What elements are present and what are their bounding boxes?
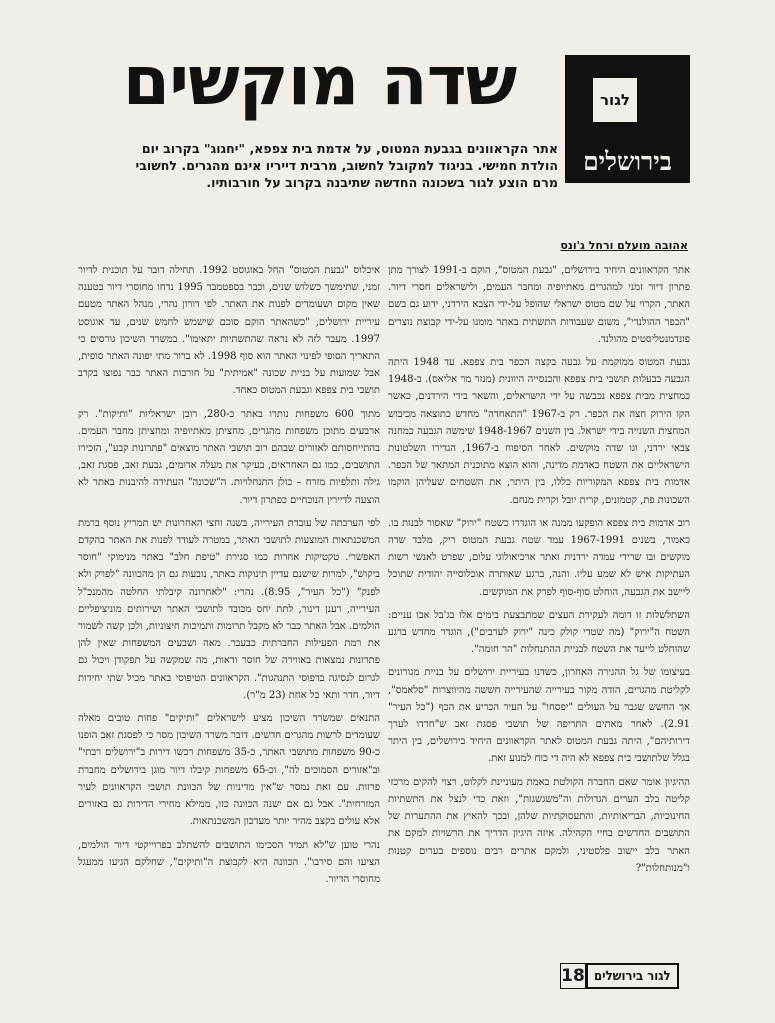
text-column-left	[78, 262, 380, 964]
paragraph: התנאים שמשרד השיכון מציע לישראלים "ותיקים" פחות טובים מאלה שעומדים לרשות מהגרים חדשים. דובר משרד השיכון מסר כי לפסגת זאב הופנו כ-90 משפחות מתושבי האתר, כ-35 משפחות רכשו דירות ב"ירושלים רבתי" וב"אזורים הסמוכים לה", וכ-65 משפחות קיבלו דיור מוגן בירושלים מחברת פרזות. עם זאת נמסר ש"אין מדיניות של הכוונת תושבי הקראוונים לעיר המזרחית". אבל גם אם ישנה הכוונה כזו, ממילא מחירי הדירות גם באזורים אלא עולים בקצב מהיר יותר מעדכון המשכנתאות.	[78, 713, 380, 828]
paragraph: איכלוס "גבעת המטוס" החל באוגוסט 1992. תחילה דובר על תוכנית לדיור זמני, שתימשך כשלוש שנים, וכבר בספטמבר 1995 נדחו מחוסרי דיור בטענה שאין מקום ושעומדים לפנות את האתר. לפי דורון נהרי, מנהל האתר מטעם עיריית ירושלים, "כשהאתר הוקם סוכם שישמש לחמש שנים, עד אוגוסט 1997. מעבר לזה לא נראה שהתשתיות יתאימו". במשרד השיכון גורסים כי התאריך הסופי לפינוי האתר הוא סוף 1998. לא ברור מתי יפונה האתר סופית, אבל שמועות על בניית שכונה "אמיתית" על חורבות האתר כבר נפוצו בקרב תושבי בית צפפא וגבעת המטוס כאחד.	[78, 265, 380, 397]
text-column-right	[388, 262, 690, 964]
article-byline: אהובה מועלם ורחל ג'ונס	[560, 239, 688, 252]
paragraph: גבעת המטוס ממוקמת על גבעה בקצה הכפר בית צפפא. עד 1948 היתה הגבעה בבעלות תושבי בית צפפא והכנסייה היוונית (מנזר מר אליאס). ב-1948 כמחצית מבית צפפא נכבשה על ידי הישראלים, והשאר בידי הירדנים, כאשר הקו הירוק חצה את הכפר. רק ב-1967 "התאחדה" מחדש כתוצאה מכיבוש המחצית השנייה בידי ישראל. בין השנים 1948-1967 שימשה הגבעה כמחנה צבאי ירדני, וגו שדה מוקשים. לאחר הסיפוח ב-1967, הגדירו השלטונות הישראליים את השטח כאדמת מדינה, והוא הוצא מתוכנית המתאר של הכפר. אדמות בית צפפא המקוריות כללו, בין היתר, את השטחים שעליהן הוקמו השכונות פת, קטמונים, קרית יובל וקרית מנחם.	[388, 357, 690, 506]
page-footer	[560, 963, 680, 989]
paragraph: מתוך 600 משפחות נותרו באתר כ-280, רובן ישראליות "ותיקות". רק ארבעים מתוכן משפחות מהגרים, מחציתן מאתיופיה ומחציתן מחבר העמים. בהתייחסותם לאזורים שבהם רוב תושבי האתר מוצאים "פתרונות קבע", הזכירו התושבים, כמו גם האחראים, בעיקר את מעלה אדומים, גבעת זאב, פסגת זאב, גילה ותלפיות מזרח – כולן התנחלויות. ה"שכונה" העתידה להיבנות באתר לא הוצעה לדיירין הנוכחיים כפתרון דיור.	[78, 408, 380, 506]
magazine-logo	[565, 55, 690, 183]
paragraph: השתלשלות זו דומה לעקירת העצים שמתבצעת בימים אלו בג'בל אבו עניים: השטח ה"ירוק" (מה שטדי קולק כינה "ירוק לערבים"), הוגדר מחדש ברגע שהוחלט לייעד את השטח לבניית ההתנחלות "הר חומה".	[388, 609, 690, 656]
paragraph: נהרי טוען ש"לא תמיד הסכימו התושבים להשתלב בפרוייקטי דיור הולמים, הציעו והם סירבו". הכוונה היא לקבוצת ה"ותיקים", שחלקם הגיעו ממעגל מחוסרי הדיור.	[78, 839, 380, 885]
paragraph: ההיגיון אומר שאם החברה הקולטת באמת מעוניינת לקלוט, רצוי להקים מרכזי קליטה בלב הערים הגדולות וה"משגשגות", וזאת כדי לנצל את התשתיות החינוכיות, הבריאותיות, והתעסוקתיות שלהן, ובכך להאיץ את ההתערות של התושבים החדשים בחיי הקהילה. איזה היגיון הדריך את הרשויות למקם את האתר בלב יישוב פלסטיני, ולמקם אתרים רבים נוספים בערים קטנות ו"מנותחלות"?	[388, 776, 690, 874]
article-subhead: אתר הקראוונים בגבעת המטוס, על אדמת בית צפפא, "יחגוג" בקרוב יום הולדת חמישי. בניגוד למקובל לחשוב, מרבית דייריו אינם מהגרים. לחשובי מרם הוצע לגור בשכונה החדשה שתיבנה בקרוב על חורבותיו.	[135, 141, 558, 190]
article-headline: שדה מוקשים	[122, 42, 517, 121]
paragraph: לפי הערכתה של עובדת העירייה, בשנה וחצי האחרונות יש תמריץ נוסף ברמת המשכנתאות המוצעות לתושבי האתר, במטרה לעודד לפנות את האתר בהקדם האפשרי. טקטיקות אחרות כמו סגירת "טיפת חלב" באתר מנימוקי "חוסר ביקוש", למרות שישנם עדיין תינוקות באתר, נובעות גם הן מהכוונה "לפרק ולא לפנק" ("כל העיר", 8.95). נהרי: "לאחרונה קיבלתי החלטה מהמנכ"ל העירייה, רענן דינור, לתת יחס מכובד לתושבי האתר ושירותים מוניציפליים הולמים. אבל האתר כבר לא מקבל תרומות ותמיכות חיצוניות, ולכן קשה לשמור את רמת הפעילות החברתית כבעבר. מאה ושבעים המשפחות שאין להן פתרונות נמצאות באווירה של חוסר ודאות, מה שמקשה על תפקודן ויכול גם לגרום לנסיגה בדפוסי התנהגות". הקראוונים הטיפוסי באתר מכיל שתי יחידות דיור, חדר ותאי כל אחת (23 מ"ר).	[78, 517, 380, 701]
page-number: 18	[560, 963, 586, 989]
logo-city-word: בירושלים	[583, 147, 672, 176]
paragraph: אתר הקראוונים היחיד בירושלים, "גבעת המטוס", הוקם ב-1991 לצורך מתן פתרון דיור זמני למהגרים מאתיופיה ומחבר העמים, ולישראלים חסרי דיור. האתר, הקרוי על שם מטוס ישראלי שהופל על-ידי הצבא הירדני, ידוע גם בשם "הכפר ההולנדי", משום שעבודות התשתית באתר מומנו על-ידי קבוצת נוצרים פונדמנטליסטים מהולנד.	[388, 265, 690, 345]
paragraph: בעיצומו של גל ההגירה האחרון, כשדנו בעיריית ירושלים על בניית מגורונים לקליטת מהגרים, הודה מקור בעירייה שהעירייה חששה מהיווצרות "סלאמס", אך החשש שגבר על העולים "יפסחו" על העיר הכריע את הכף ("כל העיר" 2.91). לאחר מאתים התריפה של תושבי פסגת זאב ש"חרדו לערך דירותיהם", היתה גבעת המטוס לאתר הקראוונים היחיד בירושלים, בין היתר בגלל שלתושבי בית צפפא לא היה די כוח למנוע זאת.	[388, 667, 690, 765]
footer-magazine-name: לגור בירושלים	[586, 963, 679, 989]
logo-top-word: לגור	[593, 78, 637, 122]
paragraph: רוב אדמות בית צפפא הופקעו ממנה או הוגדרו כשטח "ירוק" שאסור לבנות בו. כאמור, בשנים 1967-1991 עמד שטח גבעת המטוס ריק, מלבד שדה מוקשים ובו שרידי עמדה ירדנית ואתר ארכיאולוגי עלום, שפרט לאנשי רשות העתיקות איש לא שמע עליו. והנה, ברגע שאותרה אוכלוסייה יהודית שתוכל ליישב את הגבעה, הוחלט סוף-סוף לפרק את המוקשים.	[388, 517, 690, 598]
